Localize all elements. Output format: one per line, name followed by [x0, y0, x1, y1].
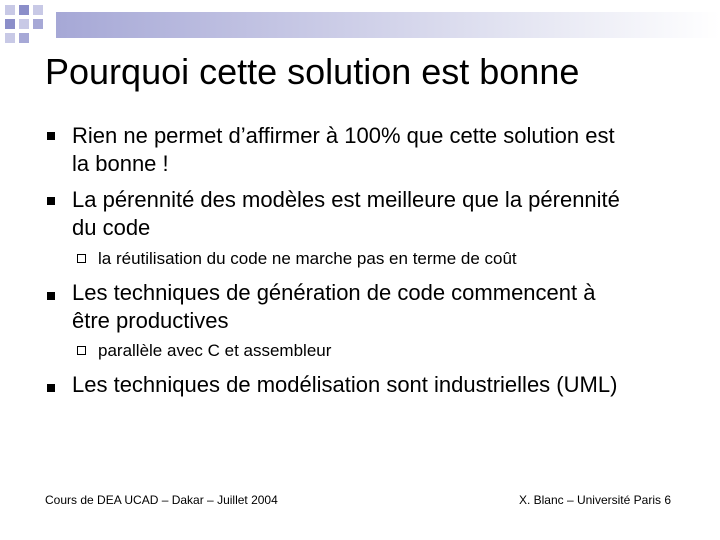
bullet-line: La pérennité des modèles est meilleure que la pérennité [72, 187, 620, 212]
slide-title: Pourquoi cette solution est bonne [45, 51, 580, 92]
decor-square [18, 32, 30, 44]
bullet-marker [47, 384, 55, 392]
sub-bullet-marker [77, 254, 86, 263]
bullet-marker [47, 292, 55, 300]
bullet-marker [47, 197, 55, 205]
bullet-line: être productives [72, 308, 229, 333]
footer-left: Cours de DEA UCAD – Dakar – Juillet 2004 [45, 493, 278, 507]
decor-square [18, 18, 30, 30]
bullet-line: du code [72, 215, 151, 240]
decor-square [4, 4, 16, 16]
header-gradient-bar [56, 12, 720, 38]
footer-right: X. Blanc – Université Paris 6 [518, 493, 671, 507]
bullet-line: la bonne ! [72, 151, 169, 176]
bullet-line: Rien ne permet d’affirmer à 100% que cette solution est [72, 123, 615, 148]
header-decoration [0, 0, 720, 46]
decor-square [4, 32, 16, 44]
decor-square [32, 18, 44, 30]
sub-bullet-text: parallèle avec C et assembleur [98, 341, 332, 360]
bullet-line: Les techniques de génération de code commencent à [72, 280, 596, 305]
decor-square [32, 4, 44, 16]
decor-square [18, 4, 30, 16]
bullet-marker [47, 132, 55, 140]
sub-bullet-marker [77, 346, 86, 355]
decor-square [4, 18, 16, 30]
bullet-line: Les techniques de modélisation sont industrielles (UML) [72, 372, 618, 397]
sub-bullet-text: la réutilisation du code ne marche pas en terme de coût [98, 249, 517, 268]
